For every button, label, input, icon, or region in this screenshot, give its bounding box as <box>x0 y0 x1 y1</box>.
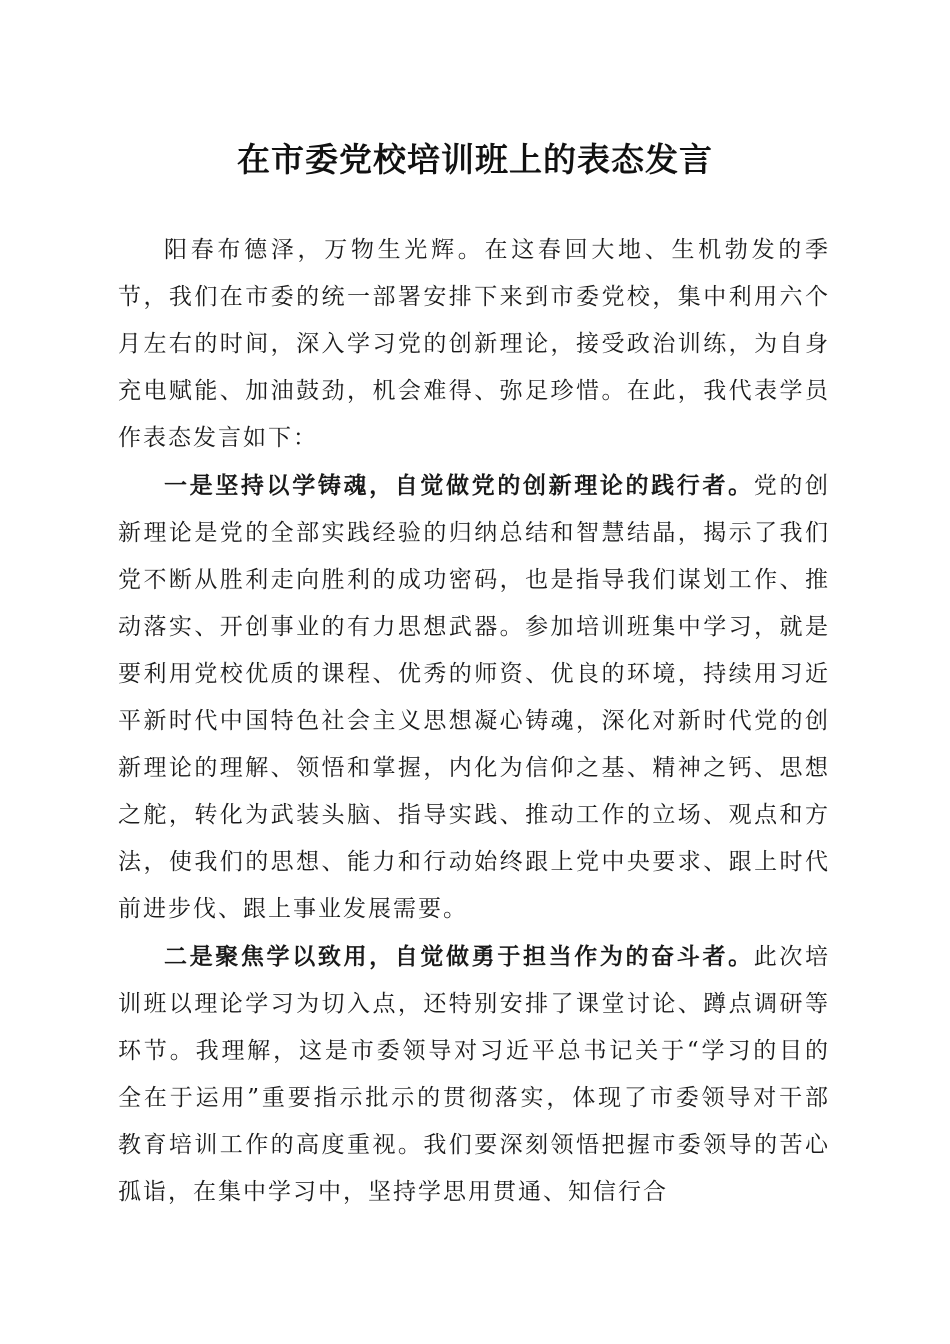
paragraph-text: 阳春布德泽，万物生光辉。在这春回大地、生机勃发的季节，我们在市委的统一部署安排下来到市委党校，集中利用六个月左右的时间，深入学习党的创新理论，接受政治训练，为自身充电赋能、加油鼓劲，机会难得、弥足珍惜。在此，我代表学员作表态发言如下： <box>118 237 830 451</box>
paragraph-opening <box>118 226 830 462</box>
paragraph-text: 党的创新理论是党的全部实践经验的归纳总结和智慧结晶，揭示了我们党不断从胜利走向胜利的成功密码，也是指导我们谋划工作、推动落实、开创事业的有力思想武器。参加培训班集中学习，就是要利用党校优质的课程、优秀的师资、优良的环境，持续用习近平新时代中国特色社会主义思想凝心铸魂，深化对新时代党的创新理论的理解、领悟和掌握，内化为信仰之基、精神之钙、思想之舵，转化为武装头脑、指导实践、推动工作的立场、观点和方法，使我们的思想、能力和行动始终跟上党中央要求、跟上时代前进步伐、跟上事业发展需要。 <box>118 473 831 922</box>
document-body <box>118 226 830 1216</box>
document-title: 在市委党校培训班上的表态发言 <box>237 140 713 179</box>
paragraph-text: 此次培训班以理论学习为切入点，还特别安排了课堂讨论、蹲点调研等环节。我理解，这是市委领导对习近平总书记关于“学习的目的全在于运用”重要指示批示的贯彻落实，体现了市委领导对干部教育培训工作的高度重视。我们要深刻领悟把握市委领导的苦心孤诣，在集中学习中，坚持学思用贯通、知信行合 <box>118 944 831 1205</box>
paragraph-lead: 二是聚焦学以致用，自觉做勇于担当作为的奋斗者。 <box>164 943 754 970</box>
paragraph-point-one <box>118 462 830 933</box>
paragraph-lead: 一是坚持以学铸魂，自觉做党的创新理论的践行者。 <box>164 472 754 499</box>
paragraph-point-two <box>118 933 830 1216</box>
